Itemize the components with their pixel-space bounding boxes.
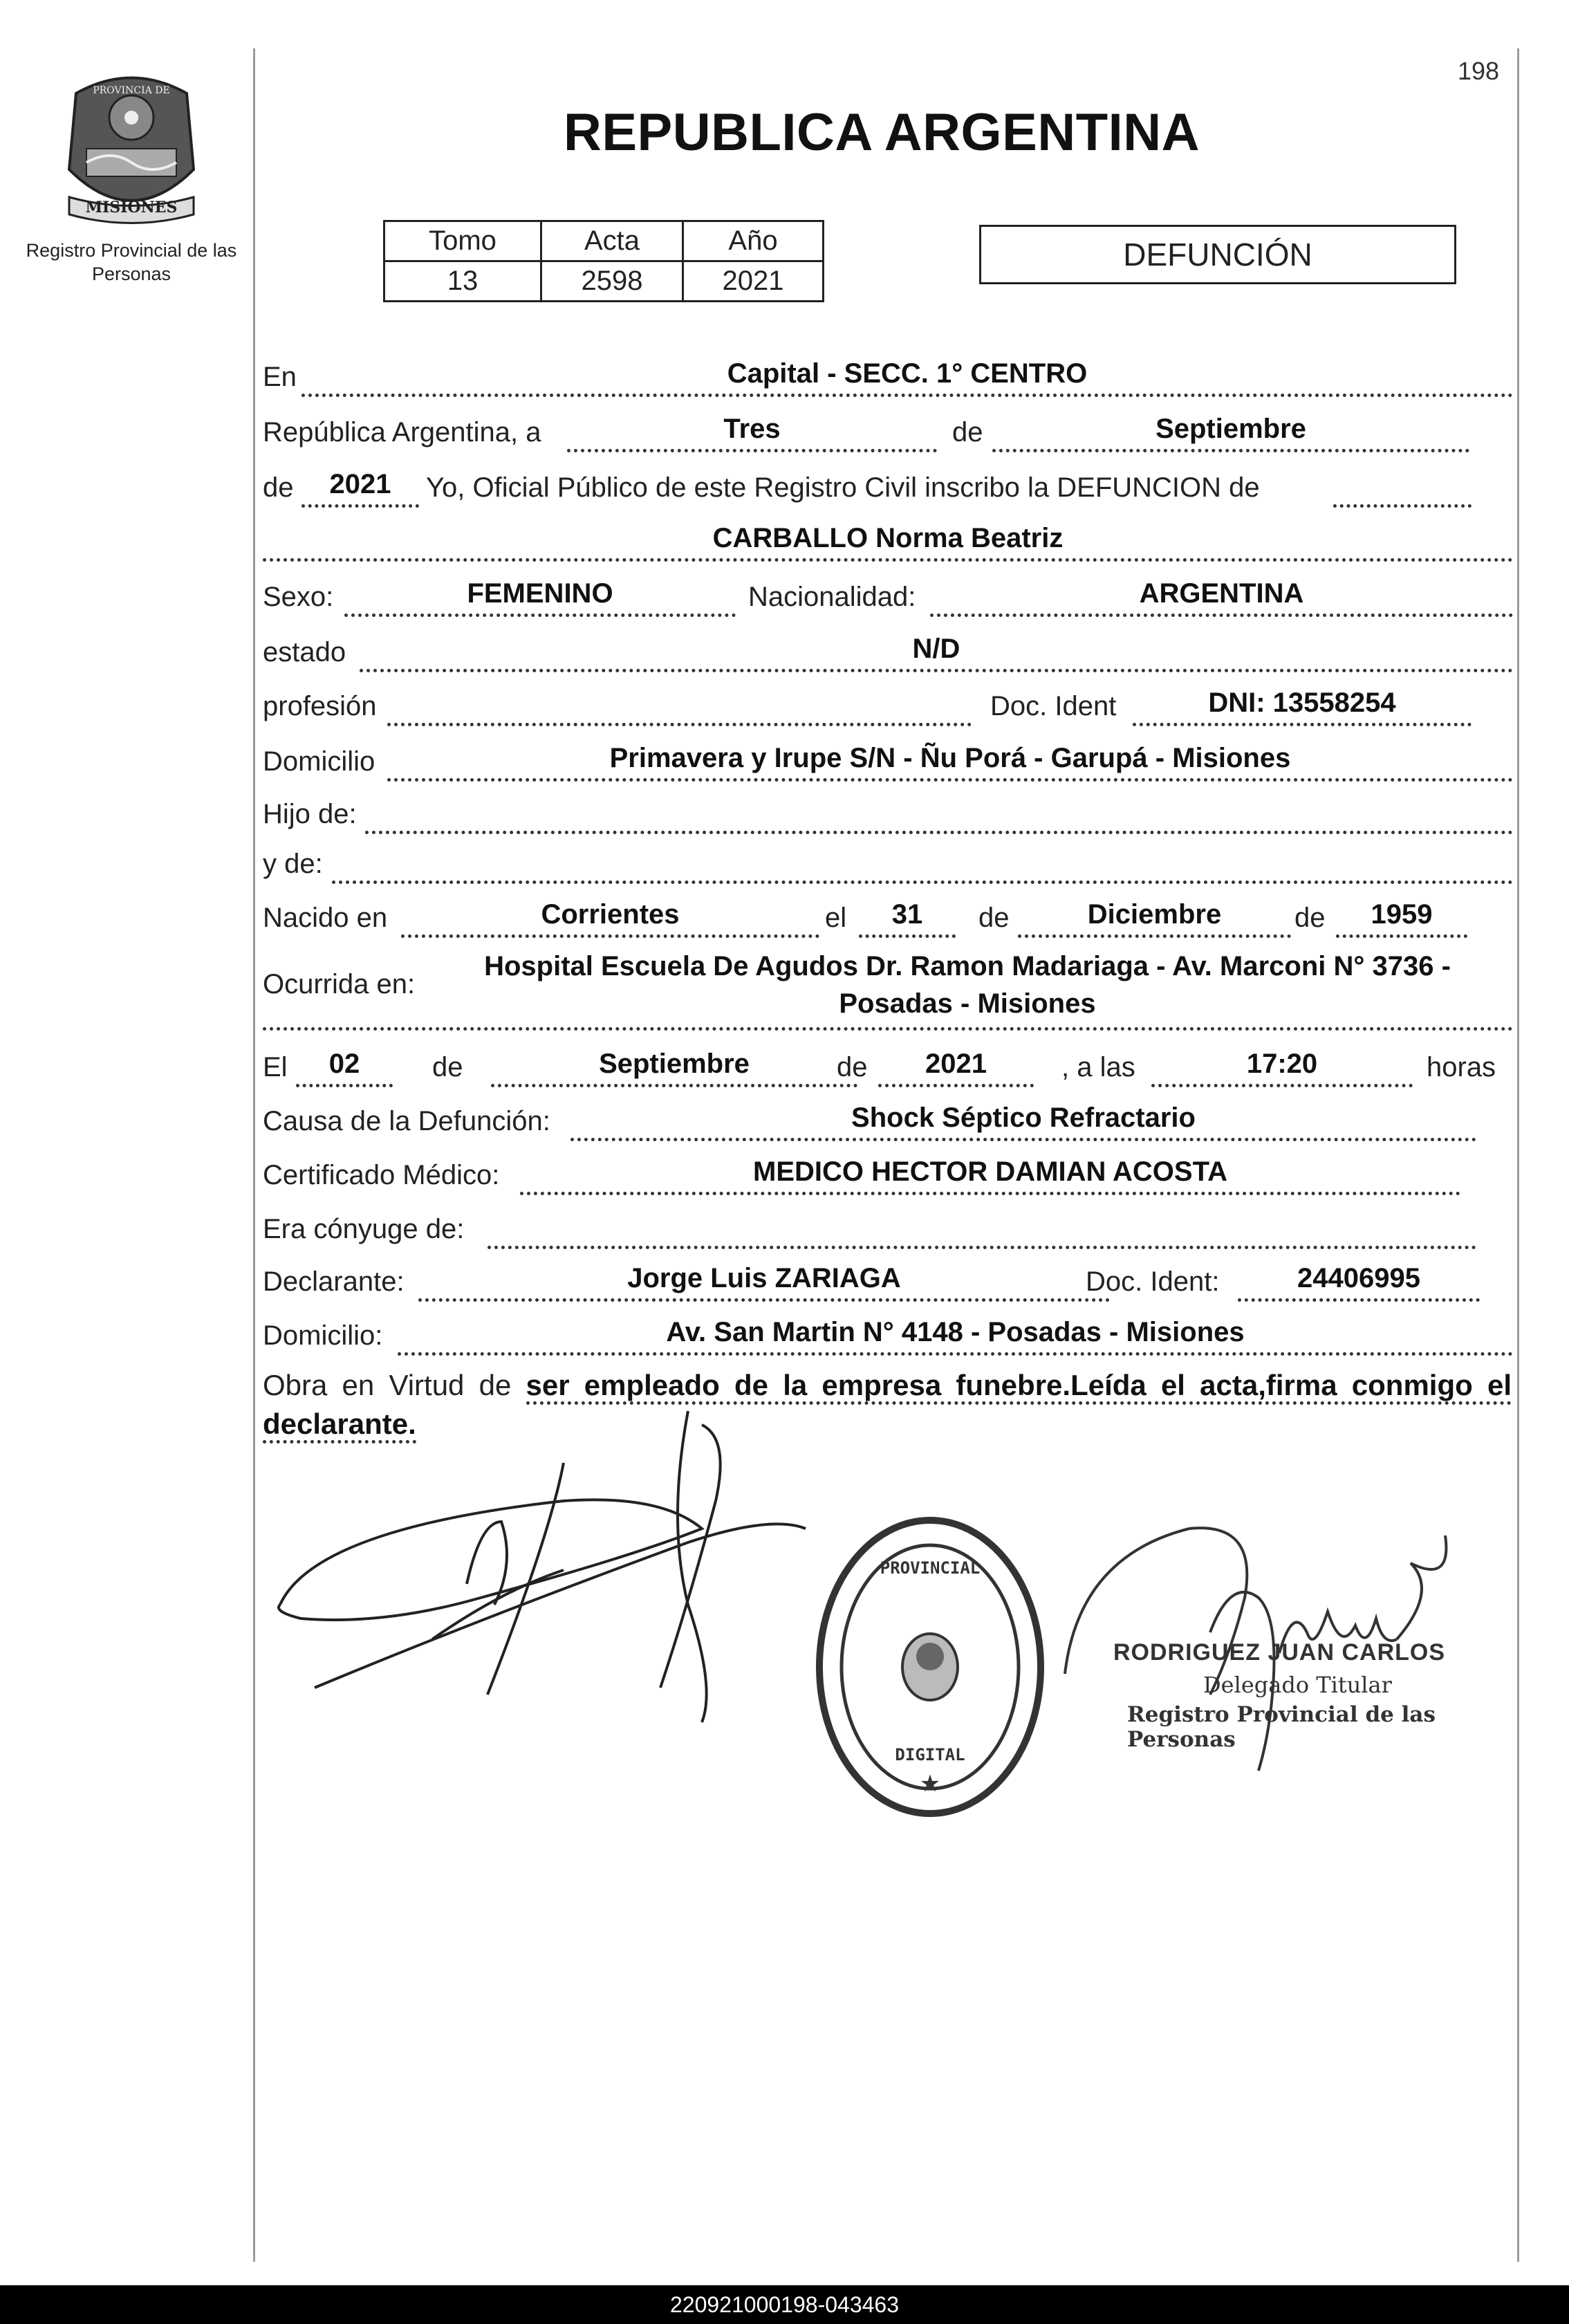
value-ocurrida-linea1: Hospital Escuela De Agudos Dr. Ramon Madariaga - Av. Marconi N° 3736 - (484, 951, 1451, 981)
field-fallecimiento-mes (491, 1044, 857, 1087)
page-title: REPUBLICA ARGENTINA (563, 103, 1200, 162)
label-sexo: Sexo: (263, 582, 334, 612)
row-lugar (263, 353, 1514, 397)
field-nacimiento-dia (859, 894, 956, 938)
field-domicilio (387, 738, 1513, 782)
row-fecha (263, 408, 1514, 452)
record-type: DEFUNCIÓN (1123, 237, 1312, 273)
field-conyuge (488, 1206, 1476, 1249)
value-nombre: CARBALLO Norma Beatriz (712, 523, 1064, 553)
label-y-de: y de: (263, 849, 323, 879)
value-ocurrida-block (422, 948, 1513, 1022)
row-nacido (263, 894, 1514, 938)
field-declarante-doc (1238, 1258, 1480, 1302)
official-role: Delegado Titular (1203, 1672, 1392, 1698)
label-de-nac-anio: de (1294, 903, 1326, 933)
label-en: En (263, 362, 297, 392)
field-causa (570, 1098, 1476, 1141)
label-ocurrida-en: Ocurrida en: (263, 969, 416, 999)
field-declarante (418, 1258, 1110, 1302)
field-ocurrida-underline (263, 1027, 1513, 1031)
svg-text:DIGITAL: DIGITAL (895, 1745, 965, 1764)
value-mes: Septiembre (1155, 414, 1306, 444)
row-declarante (263, 1257, 1514, 1302)
value-sexo: FEMENINO (467, 578, 613, 609)
field-lugar (301, 353, 1513, 397)
label-conyuge: Era cónyuge de: (263, 1214, 465, 1244)
label-de-nac-mes: de (978, 903, 1010, 933)
field-mes (992, 409, 1469, 452)
value-documento: DNI: 13558254 (1208, 688, 1396, 718)
label-hijo-de: Hijo de: (263, 799, 357, 829)
value-declarante-doc: 24406995 (1297, 1263, 1420, 1293)
acta-header: Acta (541, 221, 683, 261)
label-nacido-en: Nacido en (263, 903, 388, 933)
official-organization: Registro Provincial de las Personas (1127, 1702, 1436, 1752)
page-number: 198 (1458, 57, 1500, 85)
field-nombre (263, 518, 1513, 562)
value-hora: 17:20 (1246, 1049, 1318, 1079)
field-profesion (387, 683, 972, 726)
label-horas: horas (1427, 1052, 1496, 1082)
row-fallecimiento (263, 1043, 1514, 1087)
row-certificado (263, 1151, 1514, 1195)
row-estado (263, 628, 1514, 672)
declarant-signature (273, 1397, 826, 1729)
field-nacimiento-anio (1336, 894, 1467, 938)
value-estado: N/D (912, 634, 960, 664)
value-domicilio: Primavera y Irupe S/N - Ñu Porá - Garupá - Misiones (609, 743, 1291, 773)
label-domicilio2: Domicilio: (263, 1320, 383, 1351)
field-declarante-domicilio (398, 1312, 1513, 1356)
label-de-anio: de (263, 472, 294, 503)
svg-text:★: ★ (919, 1771, 941, 1797)
label-domicilio: Domicilio (263, 746, 375, 777)
value-nacimiento-mes: Diciembre (1087, 899, 1222, 930)
reference-value-row (384, 261, 824, 302)
label-nacionalidad: Nacionalidad: (748, 582, 916, 612)
row-ocurrida (263, 948, 1514, 1031)
field-hora (1151, 1044, 1413, 1087)
label-republica: República Argentina, a (263, 417, 541, 448)
label-el: el (825, 903, 847, 933)
label-de-mes: de (952, 417, 983, 448)
row-domicilio (263, 737, 1514, 782)
footer-code: 220921000198-043463 (670, 2292, 899, 2317)
field-nacionalidad (930, 573, 1513, 617)
label-doc-ident: Doc. Ident (990, 691, 1117, 721)
value-causa: Shock Séptico Refractario (851, 1103, 1196, 1133)
value-anio: 2021 (329, 469, 391, 499)
label-el-cap: El (263, 1052, 288, 1082)
row-causa (263, 1097, 1514, 1141)
official-name: RODRIGUEZ JUAN CARLOS (1113, 1639, 1446, 1666)
acta-value: 2598 (541, 261, 683, 302)
value-nacimiento-anio: 1959 (1371, 899, 1433, 930)
organization-name: Registro Provincial de las Personas (26, 240, 237, 284)
reference-table (383, 220, 824, 302)
field-nacimiento-mes (1018, 894, 1291, 938)
field-y-de (332, 840, 1513, 884)
footer-bar (0, 2285, 1569, 2324)
field-documento (1133, 683, 1471, 726)
value-fallecimiento-mes: Septiembre (599, 1049, 750, 1079)
anio-value: 2021 (683, 261, 824, 302)
row-nombre (263, 517, 1514, 562)
svg-text:PROVINCIA DE: PROVINCIA DE (93, 85, 170, 96)
row-y-de (263, 840, 1514, 884)
label-obra-en-virtud: Obra en Virtud de (263, 1369, 512, 1401)
field-certificado (520, 1152, 1460, 1195)
field-hijo-de (365, 791, 1513, 834)
row-anio (263, 463, 1514, 508)
label-causa: Causa de la Defunción: (263, 1106, 550, 1136)
row-conyuge (263, 1205, 1514, 1249)
value-declarante-domicilio: Av. San Martin N° 4148 - Posadas - Misiones (666, 1317, 1245, 1347)
value-lugar: Capital - SECC. 1° CENTRO (727, 358, 1088, 389)
reference-header-row (384, 221, 824, 261)
value-fallecimiento-anio: 2021 (925, 1049, 987, 1079)
field-estado (360, 629, 1513, 672)
row-hijo-de (263, 790, 1514, 834)
field-fallecimiento-dia (296, 1044, 393, 1087)
tomo-header: Tomo (384, 221, 541, 261)
label-declarante: Declarante: (263, 1266, 405, 1297)
field-nacido-en (401, 894, 819, 938)
value-certificado: MEDICO HECTOR DAMIAN ACOSTA (753, 1156, 1227, 1187)
province-seal-logo (55, 66, 207, 228)
tomo-value: 13 (384, 261, 541, 302)
row-profesion (263, 682, 1514, 726)
row-domicilio2 (263, 1311, 1514, 1356)
label-profesion: profesión (263, 691, 377, 721)
value-fallecimiento-dia: 02 (328, 1049, 360, 1079)
label-de-fall-anio: de (837, 1052, 868, 1082)
row-sexo (263, 573, 1514, 617)
left-margin-line (253, 48, 255, 2262)
label-yo: Yo, Oficial Público de este Registro Civil inscribo la DEFUNCION de (426, 472, 1260, 503)
value-dia: Tres (723, 414, 781, 444)
value-nacido-en: Corrientes (541, 899, 680, 930)
field-fallecimiento-anio (878, 1044, 1034, 1087)
record-type-box (979, 225, 1456, 284)
label-a-las: , a las (1061, 1052, 1135, 1082)
value-nacionalidad: ARGENTINA (1139, 578, 1304, 609)
field-trailing (1333, 464, 1471, 508)
svg-text:MISIONES: MISIONES (85, 199, 178, 216)
field-anio (301, 464, 419, 508)
right-margin-line (1517, 48, 1519, 2262)
value-declarante: Jorge Luis ZARIAGA (627, 1263, 901, 1293)
field-sexo (344, 573, 736, 617)
label-doc-ident2: Doc. Ident: (1086, 1266, 1220, 1297)
svg-text:PROVINCIAL: PROVINCIAL (880, 1558, 981, 1578)
value-obra-en-virtud: ser empleado de la empresa funebre.Leída el acta,firma conmigo el declarante. (263, 1369, 1512, 1444)
official-stamp (809, 1508, 1051, 1826)
anio-header: Año (683, 221, 824, 261)
label-de-fall-mes: de (432, 1052, 463, 1082)
field-dia (567, 409, 937, 452)
label-certificado: Certificado Médico: (263, 1160, 500, 1190)
value-nacimiento-dia: 31 (891, 899, 923, 930)
official-block (1113, 1639, 1501, 1752)
value-ocurrida-linea2: Posadas - Misiones (839, 988, 1096, 1019)
label-estado: estado (263, 637, 346, 667)
